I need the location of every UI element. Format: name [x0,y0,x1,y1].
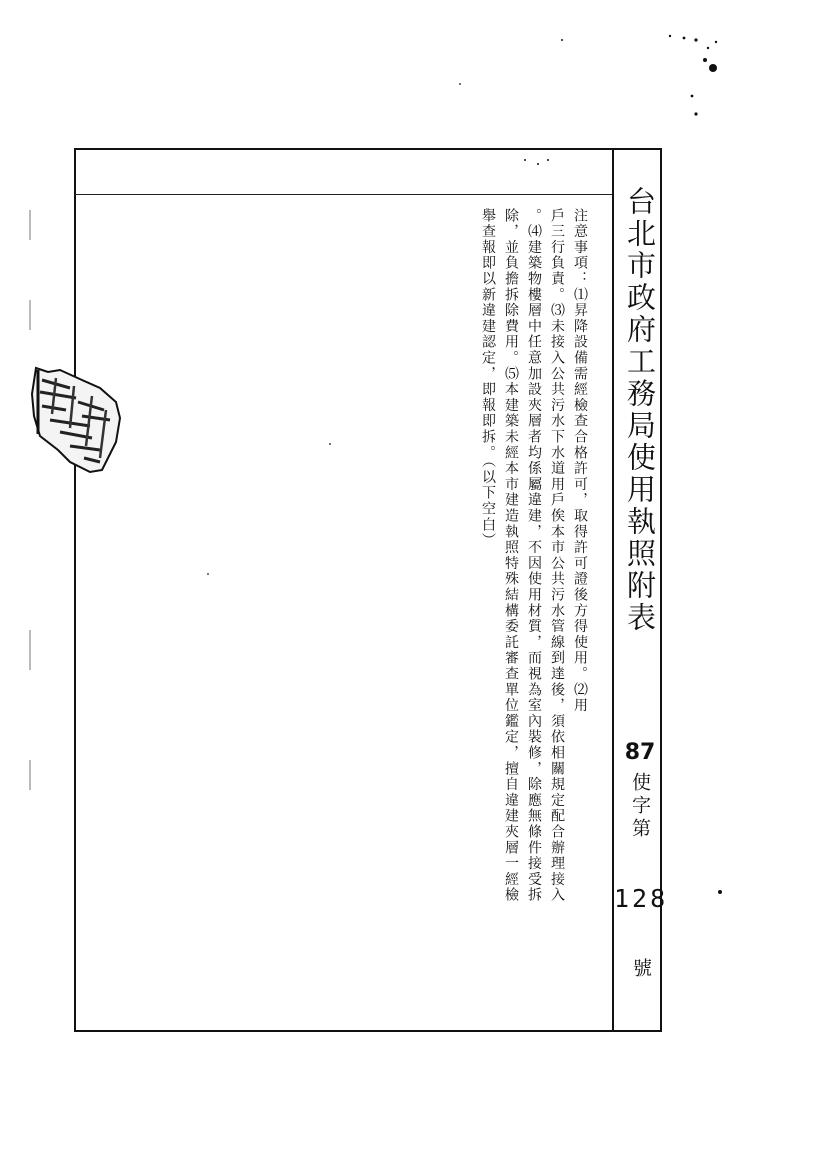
permit-year: 87 [624,740,656,765]
notes-line: 注意事項：⑴昇降設備需經檢查合格許可，取得許可證後方得使用。⑵用 [572,208,588,714]
header-rule [74,194,614,195]
document-title: 台北市政府工務局使用執照附表 [623,186,657,634]
notes-line: 。⑷建築物樓層中任意加設夾層者均係屬違建，不因使用材質，而視為室內裝修，除應無條件接受拆 [526,208,542,904]
notes-line: 戶三行負責。⑶未接入公共污水下水道用戶俟本市公共污水管線到達後，須依相關規定配合辦理接入 [549,208,565,904]
seal-stamp-icon [30,366,122,474]
notes-line: 除，並負擔拆除費用。⑸本建築未經本市建造執照特殊結構委託審查單位鑑定，擅自違建夾層一經檢 [503,208,519,904]
notes-line: 舉查報即以新違建認定，即報即拆。（以下空白） [480,208,496,549]
permit-number: 128 [614,884,669,913]
notes-block [476,208,591,1008]
permit-type: 使字第 [629,772,651,841]
permit-suffix: 號 [630,958,652,977]
